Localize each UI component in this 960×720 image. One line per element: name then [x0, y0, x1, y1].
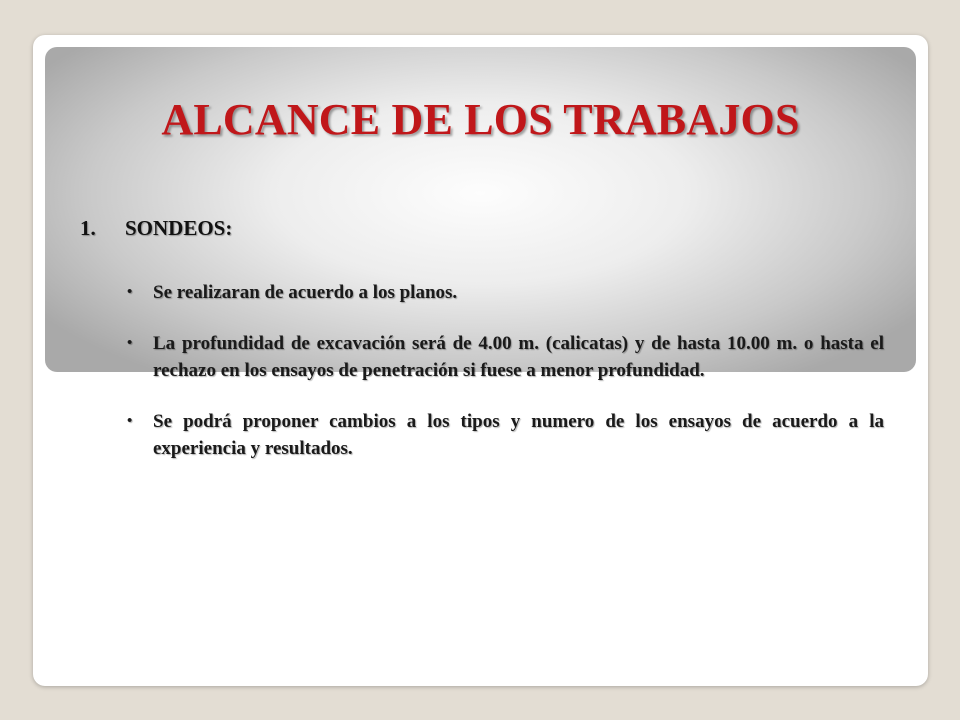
section-number: 1. — [80, 216, 96, 240]
slide-title: ALCANCE DE LOS TRABAJOS — [161, 95, 800, 144]
bullet-icon: • — [127, 335, 133, 351]
bullet-text: La profundidad de excavación será de 4.00 m. (calicatas) y de hasta 10.00 m. o hasta el rechazo en los ensayos de penetración si fuese a menor profundidad. — [153, 333, 884, 381]
bullet-list — [127, 279, 884, 462]
bullet-icon: • — [127, 413, 133, 429]
bullet-icon: • — [127, 284, 133, 300]
section-heading — [80, 216, 232, 241]
section-label: SONDEOS: — [125, 216, 233, 240]
bullet-item — [127, 279, 884, 306]
bullet-item — [127, 408, 884, 462]
bullet-text: Se realizaran de acuerdo a los planos. — [153, 282, 458, 303]
bullet-text: Se podrá proponer cambios a los tipos y numero de los ensayos de acuerdo a la experiencia y resultados. — [153, 411, 884, 459]
bullet-item — [127, 330, 884, 384]
